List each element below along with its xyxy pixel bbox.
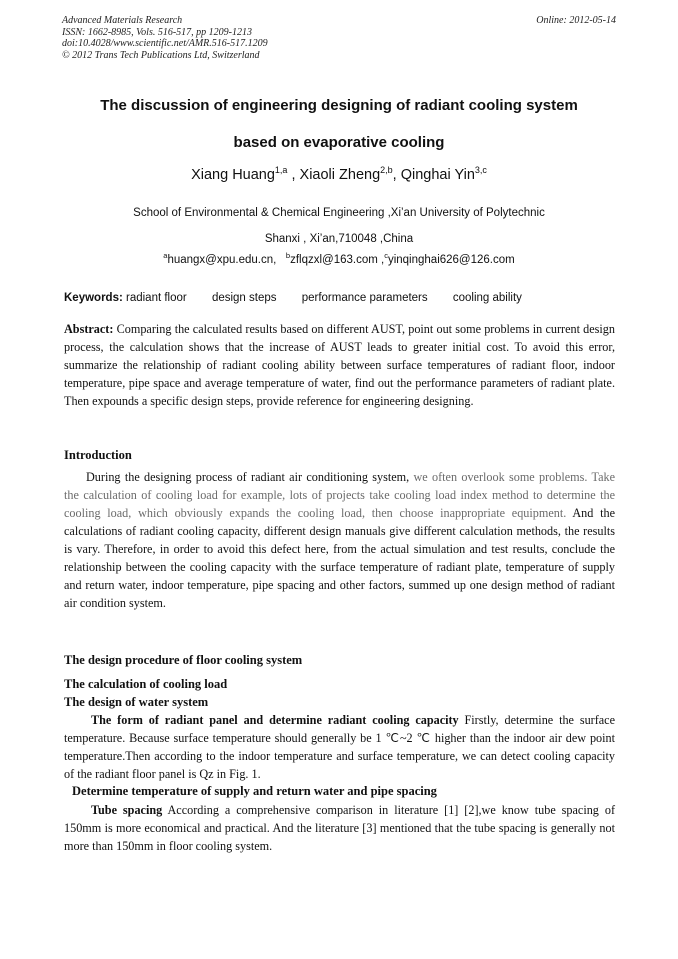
issn-line: ISSN: 1662-8985, Vols. 516-517, pp 1209-1213 [62, 26, 252, 38]
author-emails [40, 250, 638, 270]
abstract-text: Comparing the calculated results based on different AUST, point out some problems in current design process, the calculation shows that the increase of AUST leads to greater initial cost. To avoid this error, summarize the relationship of radiant cooling ability between surface temperatures of radiant floor, indoor temperature, pipe space and average temperature of water, find out the performance parameters of radiant plate. Then expounds a specific design steps, provide reference for engineering designing. [64, 322, 615, 408]
email-mark: c [384, 251, 388, 261]
abstract [64, 320, 615, 410]
cooling-load-heading: The calculation of cooling load [64, 677, 228, 691]
author-name: Qinghai Yin [400, 167, 475, 183]
water-system-heading: The design of water system [64, 695, 209, 709]
keyword: cooling ability [452, 292, 522, 304]
author-separator: , [287, 167, 300, 183]
affiliation-line-2: Shanxi , Xi’an,710048 ,China [264, 233, 414, 245]
author-affiliation-mark: 3,c [474, 165, 487, 176]
keyword: radiant floor [126, 292, 187, 304]
author-name: Xiang Huang [191, 167, 275, 183]
affiliation-line-1: School of Environmental & Chemical Engineering ,Xi’an University of Polytechnic [133, 207, 545, 219]
abstract-label: Abstract: [64, 322, 114, 336]
author-affiliation-mark: 1,a [274, 165, 288, 176]
author-list [40, 165, 638, 185]
author-separator: , [392, 167, 401, 183]
intro-text-1: During the designing process of radiant air conditioning system, [86, 470, 410, 484]
intro-text-2: we often overlook some problems. Take the calculation of cooling load for example, lots of projects take cooling load index method to determine the cooling load, which obviously expands the cooling load, then choose inappropriate equipment. [64, 470, 616, 520]
introduction-paragraph [64, 468, 615, 612]
email-mark: a [163, 251, 168, 261]
tube-spacing-text: According a comprehensive comparison in literature [1] [2],we know tube spacing of 150mm is more economical and practical. And the literature [3] mentioned that the tube spacing is generally not more than 150mm in floor cooling system. [64, 803, 616, 853]
tube-spacing-lead: Tube spacing [91, 803, 163, 817]
affiliation [40, 200, 638, 252]
intro-text-3: And the calculations of radiant cooling capacity, different design manuals give different calculation methods, the results is vary. Therefore, in order to avoid this defect here, from the actual simulation and test results, conclude the relationship between the cooling capacity with the surface temperature of radiant plate, temperature of supply and return water, indoor temperature, pipe spacing and other factors, summed up one design method of radiant air condition system. [64, 506, 615, 610]
journal-name: Advanced Materials Research [62, 15, 183, 26]
title-line-1: The discussion of engineering designing of radiant cooling system [100, 97, 578, 114]
introduction-heading: Introduction [64, 448, 132, 462]
email-address: yinqinghai626@126.com [387, 254, 515, 266]
email-address: huangx@xpu.edu.cn, [167, 254, 277, 266]
journal-header [62, 15, 616, 61]
email-address: zflqzxl@163.com , [290, 254, 385, 266]
doi-line: doi:10.4028/www.scientific.net/AMR.516-517.1209 [62, 38, 268, 49]
online-date: Online: 2012-05-14 [536, 15, 616, 26]
author-affiliation-mark: 2,b [380, 165, 393, 176]
paper-title [40, 87, 638, 161]
email-mark: b [285, 251, 291, 261]
title-line-2: based on evaporative cooling [233, 134, 445, 151]
tube-spacing-paragraph [64, 801, 615, 855]
radiant-panel-paragraph [64, 711, 615, 783]
keyword: design steps [211, 292, 277, 304]
radiant-panel-text: Firstly, determine the surface temperature. Because surface temperature should generally be 1 ℃~2 ℃ higher than the indoor air dew point temperature.Then according to the indoor temperature and surface temperature, we can detect cooling capacity of the radiant floor panel is Qz in Fig. 1. [64, 713, 616, 781]
radiant-panel-lead: The form of radiant panel and determine radiant cooling capacity [91, 713, 459, 727]
keywords [64, 289, 624, 307]
design-procedure-heading: The design procedure of floor cooling system [64, 653, 303, 667]
author-name: Xiaoli Zheng [299, 167, 381, 183]
keyword: performance parameters [301, 292, 428, 304]
copyright-line: © 2012 Trans Tech Publications Ltd, Switzerland [62, 49, 260, 61]
keywords-label: Keywords: [64, 292, 123, 304]
supply-return-heading: Determine temperature of supply and return water and pipe spacing [72, 784, 437, 798]
